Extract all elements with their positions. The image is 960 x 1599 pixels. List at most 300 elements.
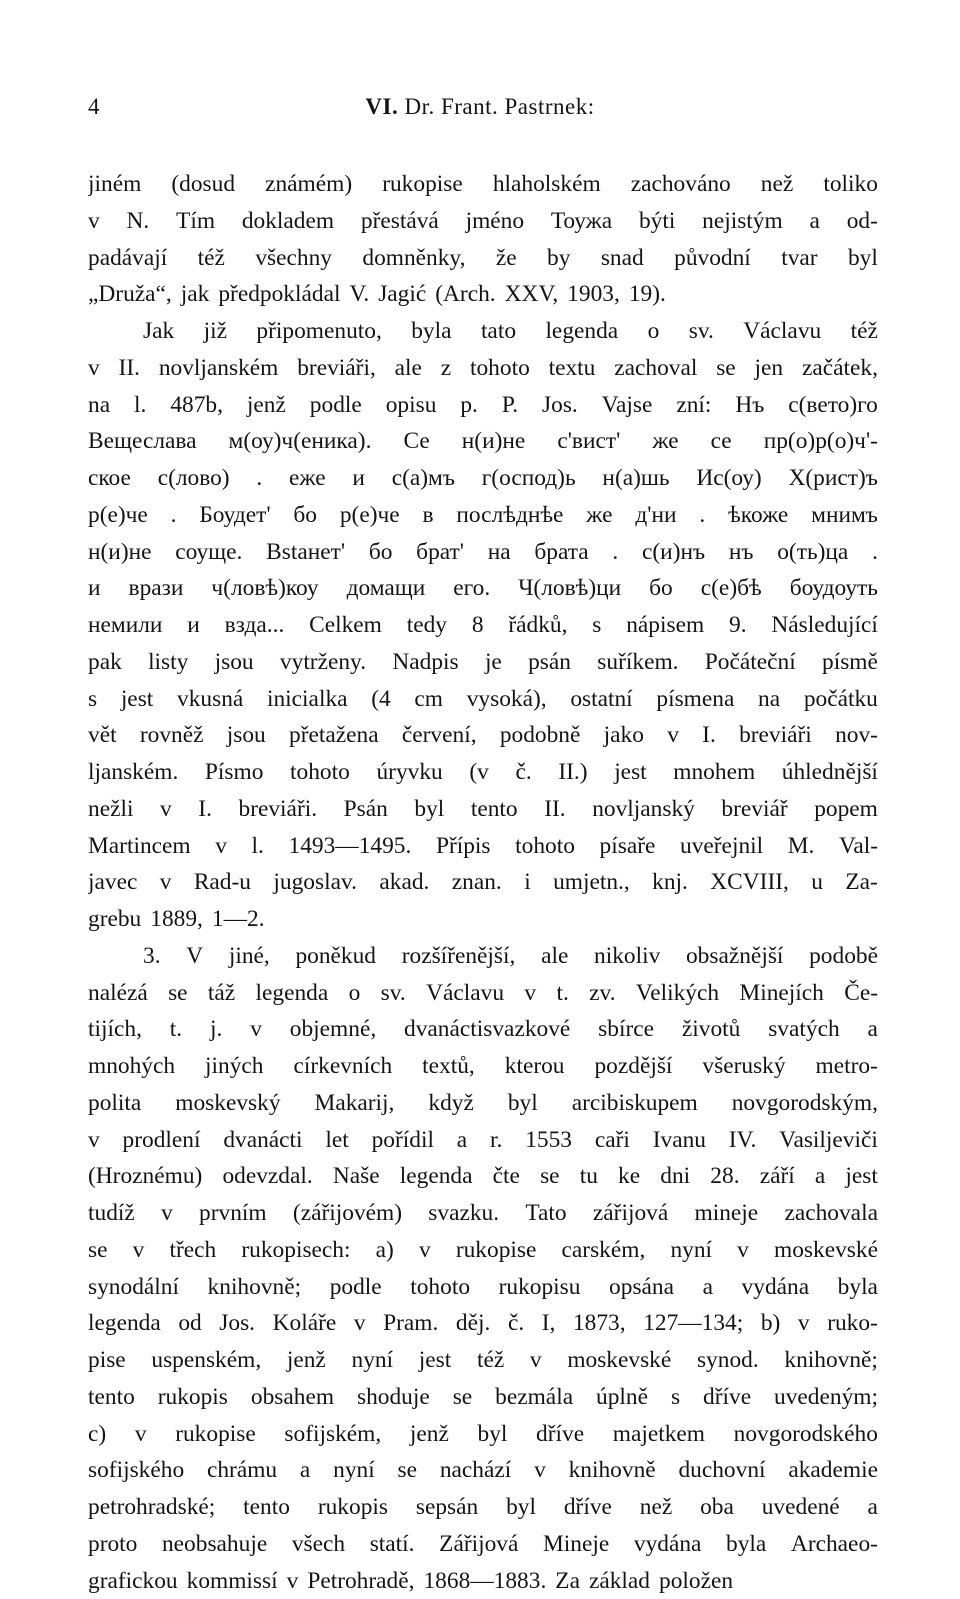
word: na bbox=[758, 681, 780, 718]
word: moskevské bbox=[774, 1232, 878, 1269]
word: tento bbox=[471, 791, 518, 828]
word: j. bbox=[210, 1011, 222, 1048]
word: bezmála bbox=[495, 1379, 573, 1416]
word: Přípis bbox=[436, 828, 491, 865]
word: hlaholském bbox=[493, 166, 601, 203]
text-line bbox=[88, 1489, 878, 1526]
word: 19). bbox=[629, 276, 666, 313]
word: od- bbox=[847, 203, 878, 240]
word: uvedeným; bbox=[774, 1379, 878, 1416]
word: vytrženy. bbox=[280, 644, 366, 681]
word: Vajse bbox=[602, 387, 653, 424]
word: vkusná bbox=[177, 681, 243, 718]
word: pozdější bbox=[594, 1048, 672, 1085]
word: a bbox=[868, 1011, 878, 1048]
word: пр(о)р(о)ч'- bbox=[764, 423, 878, 460]
word: jiném bbox=[88, 166, 141, 203]
word: pořídil bbox=[372, 1122, 434, 1159]
word: н(и)не bbox=[462, 423, 526, 460]
word: knihovně bbox=[569, 1452, 656, 1489]
word: popem bbox=[814, 791, 878, 828]
word: Petrohradě, bbox=[307, 1563, 414, 1599]
word: врази bbox=[129, 570, 184, 607]
word: září bbox=[760, 1158, 795, 1195]
word: uveřejnil bbox=[680, 828, 763, 865]
word: známém) bbox=[265, 166, 352, 203]
word: že bbox=[496, 240, 517, 277]
word: c) bbox=[88, 1416, 106, 1453]
word: ke bbox=[618, 1158, 640, 1195]
word: tudíž bbox=[88, 1195, 135, 1232]
word: byl bbox=[478, 1416, 508, 1453]
word: 9. bbox=[729, 607, 747, 644]
word: též bbox=[477, 1342, 504, 1379]
word: suříkem. bbox=[597, 644, 678, 681]
text-line bbox=[88, 203, 878, 240]
word: písaře bbox=[600, 828, 656, 865]
word: pak bbox=[88, 644, 122, 681]
word: v bbox=[419, 1232, 431, 1269]
word: sepsán bbox=[416, 1489, 478, 1526]
word: (Arch. bbox=[435, 276, 495, 313]
word: novljanském bbox=[159, 350, 279, 387]
word: (zářijovém) bbox=[293, 1195, 402, 1232]
text-line bbox=[88, 1195, 878, 1232]
word: opisu bbox=[386, 387, 437, 424]
word: р(е)че bbox=[340, 497, 400, 534]
word: t. bbox=[170, 1011, 182, 1048]
word: moskevské bbox=[567, 1342, 671, 1379]
word: и bbox=[187, 607, 200, 644]
word: oba bbox=[700, 1489, 734, 1526]
word: o bbox=[349, 975, 361, 1012]
word: tento bbox=[88, 1379, 135, 1416]
word: a) bbox=[376, 1232, 394, 1269]
word: byla bbox=[726, 1526, 766, 1563]
word: synodální bbox=[88, 1269, 179, 1306]
word: jiné, bbox=[229, 938, 270, 975]
word: sv. bbox=[689, 313, 714, 350]
word: с(а)мъ bbox=[392, 460, 455, 497]
text-line bbox=[88, 1416, 878, 1453]
word: se bbox=[716, 350, 736, 387]
word: vydána bbox=[742, 1269, 810, 1306]
word: tohoto bbox=[515, 828, 575, 865]
author-name: Dr. Frant. Pastrnek: bbox=[404, 94, 594, 119]
word: о(ть)ца bbox=[777, 534, 848, 571]
text-line bbox=[88, 570, 878, 607]
word: nyní bbox=[352, 1342, 394, 1379]
text-line bbox=[88, 864, 878, 901]
word: l. bbox=[252, 828, 264, 865]
word: s bbox=[592, 607, 601, 644]
word: 1889, bbox=[150, 901, 203, 938]
text-line bbox=[88, 828, 878, 865]
word: . bbox=[612, 534, 618, 571]
word: II. bbox=[119, 350, 140, 387]
word: же bbox=[586, 497, 612, 534]
body-text bbox=[88, 166, 878, 1599]
word: 8 bbox=[472, 607, 484, 644]
word: byla bbox=[838, 1269, 878, 1306]
word: u bbox=[811, 864, 823, 901]
word: Archaeo- bbox=[791, 1526, 878, 1563]
word: pise bbox=[88, 1342, 126, 1379]
word: Вstанет' bbox=[266, 534, 345, 571]
running-title bbox=[88, 94, 872, 120]
word: Nadpis bbox=[392, 644, 458, 681]
word: č. bbox=[508, 1305, 524, 1342]
word: на bbox=[488, 534, 511, 571]
word: Нъ bbox=[735, 387, 764, 424]
word: počátku bbox=[804, 681, 878, 718]
word: Psán bbox=[344, 791, 388, 828]
word: и bbox=[88, 570, 101, 607]
word: arcibiskupem bbox=[572, 1085, 698, 1122]
word: (4 bbox=[371, 681, 391, 718]
word: sbírce bbox=[598, 1011, 654, 1048]
word: v bbox=[530, 1342, 542, 1379]
word: v bbox=[133, 1232, 145, 1269]
word: neobsahuje bbox=[162, 1526, 267, 1563]
word: prodlení bbox=[123, 1122, 201, 1159]
word: když bbox=[428, 1085, 473, 1122]
word: dvanácti bbox=[223, 1122, 302, 1159]
word: položen bbox=[659, 1563, 733, 1599]
word: p. bbox=[460, 387, 478, 424]
word: jest bbox=[614, 754, 646, 791]
text-line bbox=[88, 1342, 878, 1379]
word: akademie bbox=[788, 1452, 878, 1489]
word: nachází bbox=[440, 1452, 511, 1489]
word: již bbox=[204, 313, 227, 350]
word: Jagić bbox=[378, 276, 426, 313]
word: v bbox=[215, 828, 227, 865]
word: červení, bbox=[402, 717, 477, 754]
text-line bbox=[88, 1122, 878, 1159]
word: let bbox=[325, 1122, 348, 1159]
text-line bbox=[88, 460, 878, 497]
word: svazku. bbox=[428, 1195, 499, 1232]
word: Makarij, bbox=[315, 1085, 395, 1122]
text-line bbox=[88, 754, 878, 791]
word: táž bbox=[208, 975, 235, 1012]
word: býti bbox=[639, 203, 675, 240]
word: na bbox=[88, 387, 110, 424]
word: dni bbox=[660, 1158, 690, 1195]
word: jest bbox=[419, 1342, 451, 1379]
word: v bbox=[798, 1305, 810, 1342]
word: připomenuto, bbox=[256, 313, 381, 350]
word: v bbox=[737, 1232, 749, 1269]
word: с(лово) bbox=[158, 460, 230, 497]
word: obsahem bbox=[251, 1379, 334, 1416]
word: v bbox=[287, 1563, 299, 1599]
word: Vasiljeviči bbox=[779, 1122, 878, 1159]
word: dříve bbox=[536, 1416, 584, 1453]
word: poněkud bbox=[295, 938, 376, 975]
word: textu bbox=[549, 350, 596, 387]
word: Ч(ловѣ)ци bbox=[518, 570, 621, 607]
word: mnohých bbox=[88, 1048, 175, 1085]
word: se bbox=[168, 975, 188, 1012]
word: cm bbox=[414, 681, 443, 718]
page-number: 4 bbox=[88, 94, 100, 120]
word: Ivanu bbox=[653, 1122, 706, 1159]
word: jenž bbox=[410, 1416, 449, 1453]
text-line bbox=[88, 901, 878, 938]
text-line bbox=[88, 938, 878, 975]
word: a bbox=[457, 1122, 467, 1159]
word: zářijová bbox=[593, 1195, 668, 1232]
word: N. bbox=[127, 203, 150, 240]
word: dokladem bbox=[242, 203, 334, 240]
word: legenda bbox=[545, 313, 618, 350]
word: tu bbox=[580, 1158, 598, 1195]
word: 3. bbox=[143, 938, 161, 975]
word: Се bbox=[403, 423, 429, 460]
text-line bbox=[88, 1048, 878, 1085]
word: с'вист' bbox=[557, 423, 620, 460]
word: V. bbox=[349, 276, 369, 313]
word: Minejích bbox=[739, 975, 823, 1012]
word: řádků, bbox=[508, 607, 567, 644]
word: бо bbox=[369, 534, 393, 571]
word: н(а)шь bbox=[602, 460, 669, 497]
word: mineje bbox=[695, 1195, 759, 1232]
word: chrámu bbox=[207, 1452, 277, 1489]
word: его. bbox=[453, 570, 490, 607]
word: snad bbox=[601, 240, 644, 277]
word: byl bbox=[508, 1085, 538, 1122]
text-line bbox=[88, 497, 878, 534]
word: obsažnější bbox=[686, 938, 783, 975]
word: svatých bbox=[768, 1011, 839, 1048]
word: o bbox=[648, 313, 660, 350]
word: ruko- bbox=[827, 1305, 878, 1342]
word: petrohradské; bbox=[88, 1489, 215, 1526]
word: podle bbox=[330, 1269, 382, 1306]
word: děj. bbox=[456, 1305, 490, 1342]
word: vět bbox=[88, 717, 117, 754]
word: rukopis bbox=[158, 1379, 228, 1416]
word: Velikých bbox=[636, 975, 719, 1012]
word: немили bbox=[88, 607, 162, 644]
word: брата bbox=[534, 534, 588, 571]
text-line bbox=[88, 1011, 878, 1048]
word: v bbox=[667, 717, 679, 754]
word: sv. bbox=[381, 975, 406, 1012]
word: 1—2. bbox=[212, 901, 265, 938]
word: začátek, bbox=[802, 350, 878, 387]
word: čte bbox=[493, 1158, 520, 1195]
word: Вещеслава bbox=[88, 423, 197, 460]
word: 127—134; bbox=[643, 1305, 743, 1342]
text-line bbox=[88, 1305, 878, 1342]
word: rovněž bbox=[140, 717, 204, 754]
text-line bbox=[88, 350, 878, 387]
word: padávají bbox=[88, 240, 167, 277]
text-line bbox=[88, 1269, 878, 1306]
text-line bbox=[88, 1158, 878, 1195]
word: jiných bbox=[205, 1048, 263, 1085]
word: inicialka bbox=[267, 681, 348, 718]
word: tohoto bbox=[470, 350, 530, 387]
word: с(и)нъ bbox=[642, 534, 705, 571]
word: všech bbox=[292, 1526, 345, 1563]
word: grafickou bbox=[88, 1563, 178, 1599]
text-line bbox=[88, 166, 878, 203]
word: бо bbox=[649, 570, 673, 607]
word: písmena bbox=[656, 681, 734, 718]
word: sofijském, bbox=[284, 1416, 381, 1453]
word: jugoslav. bbox=[273, 864, 357, 901]
word: než bbox=[640, 1489, 672, 1526]
word: než bbox=[761, 166, 793, 203]
word: jsou bbox=[227, 717, 266, 754]
word: moskevský bbox=[175, 1085, 280, 1122]
word: ское bbox=[88, 460, 131, 497]
word: byl bbox=[414, 791, 444, 828]
word: Mineje bbox=[543, 1526, 609, 1563]
word: a bbox=[815, 1158, 825, 1195]
word: by bbox=[547, 240, 570, 277]
word: с(вето)го bbox=[788, 387, 878, 424]
word: . bbox=[872, 534, 878, 571]
word: бо bbox=[293, 497, 317, 534]
word: ale bbox=[541, 938, 568, 975]
text-line bbox=[88, 607, 878, 644]
word: textů, bbox=[422, 1048, 475, 1085]
word: I. bbox=[702, 717, 716, 754]
word: domněnky, bbox=[362, 240, 465, 277]
text-line bbox=[88, 387, 878, 424]
word: jak bbox=[181, 276, 210, 313]
word: v bbox=[161, 1195, 173, 1232]
word: grebu bbox=[88, 901, 141, 938]
word: соуще. bbox=[175, 534, 242, 571]
word: v bbox=[160, 791, 172, 828]
word: v bbox=[135, 1416, 147, 1453]
word: 487b, bbox=[170, 387, 223, 424]
word: javec bbox=[88, 864, 137, 901]
text-line bbox=[88, 1452, 878, 1489]
word: rukopise bbox=[456, 1232, 537, 1269]
word: i bbox=[524, 864, 531, 901]
word: се bbox=[711, 423, 732, 460]
word: jen bbox=[755, 350, 784, 387]
word: od bbox=[178, 1305, 201, 1342]
word: všechny bbox=[255, 240, 332, 277]
word: еже bbox=[289, 460, 326, 497]
word: s bbox=[88, 681, 97, 718]
word: IV. bbox=[729, 1122, 757, 1159]
word: Х(рист)ъ bbox=[788, 460, 877, 497]
text-line bbox=[88, 1379, 878, 1416]
word: 1553 bbox=[525, 1122, 572, 1159]
word: tohoto bbox=[410, 1269, 470, 1306]
page-header bbox=[88, 94, 872, 128]
word: přestává bbox=[361, 203, 439, 240]
word: podobě bbox=[809, 938, 878, 975]
word: Václavu bbox=[743, 313, 821, 350]
word: II.) bbox=[558, 754, 587, 791]
text-line bbox=[88, 276, 878, 313]
word: Боудет' bbox=[199, 497, 270, 534]
word: akad. bbox=[379, 864, 429, 901]
word: psán bbox=[528, 644, 571, 681]
word: р(е)че bbox=[88, 497, 148, 534]
word: и bbox=[352, 460, 365, 497]
word: novgorodského bbox=[734, 1416, 878, 1453]
word: dříve bbox=[703, 1379, 751, 1416]
word: se bbox=[540, 1158, 560, 1195]
word: knihovně; bbox=[208, 1269, 302, 1306]
word: Písmo bbox=[205, 754, 264, 791]
word: uvedené bbox=[762, 1489, 840, 1526]
word: v bbox=[354, 1305, 366, 1342]
word: a bbox=[300, 1452, 310, 1489]
word: l. bbox=[134, 387, 146, 424]
word: breviáři, bbox=[297, 350, 376, 387]
word: majetkem bbox=[613, 1416, 705, 1453]
word: breviáři bbox=[739, 717, 812, 754]
word: caři bbox=[595, 1122, 630, 1159]
word: původní bbox=[674, 240, 751, 277]
word: ostatní bbox=[570, 681, 632, 718]
word: ч(ловѣ)коу bbox=[211, 570, 318, 607]
word: v bbox=[524, 975, 536, 1012]
text-line bbox=[88, 1232, 878, 1269]
word: novljanský bbox=[592, 791, 695, 828]
text-line bbox=[88, 717, 878, 754]
word: církevních bbox=[293, 1048, 392, 1085]
word: znan. bbox=[452, 864, 502, 901]
word: tohoto bbox=[290, 754, 350, 791]
word: rukopisu bbox=[499, 1269, 581, 1306]
text-line bbox=[88, 1563, 878, 1599]
word: rukopis bbox=[318, 1489, 388, 1526]
word: Тоужа bbox=[551, 203, 612, 240]
word: prvním bbox=[199, 1195, 267, 1232]
word: základ bbox=[589, 1563, 650, 1599]
word: jenž bbox=[247, 387, 286, 424]
word: 1868—1883. bbox=[423, 1563, 546, 1599]
text-line bbox=[88, 1085, 878, 1122]
word: Ис(оу) bbox=[696, 460, 761, 497]
word: tijích, bbox=[88, 1011, 142, 1048]
word: (dosud bbox=[171, 166, 235, 203]
word: nikoliv bbox=[594, 938, 660, 975]
word: 1873, bbox=[573, 1305, 626, 1342]
text-line bbox=[88, 681, 878, 718]
word: duchovní bbox=[678, 1452, 765, 1489]
word: jako bbox=[604, 717, 644, 754]
word: synod. bbox=[697, 1342, 759, 1379]
word: je bbox=[485, 644, 502, 681]
word: nežli bbox=[88, 791, 133, 828]
word: Jak bbox=[143, 313, 174, 350]
word: v bbox=[88, 1122, 100, 1159]
word: Koláře bbox=[273, 1305, 337, 1342]
word: rukopisech: bbox=[241, 1232, 350, 1269]
word: Zářijová bbox=[439, 1526, 518, 1563]
word: zachoval bbox=[614, 350, 697, 387]
word: byl bbox=[848, 240, 878, 277]
word: . bbox=[256, 460, 262, 497]
word: třech bbox=[169, 1232, 216, 1269]
word: novgorodským, bbox=[732, 1085, 878, 1122]
